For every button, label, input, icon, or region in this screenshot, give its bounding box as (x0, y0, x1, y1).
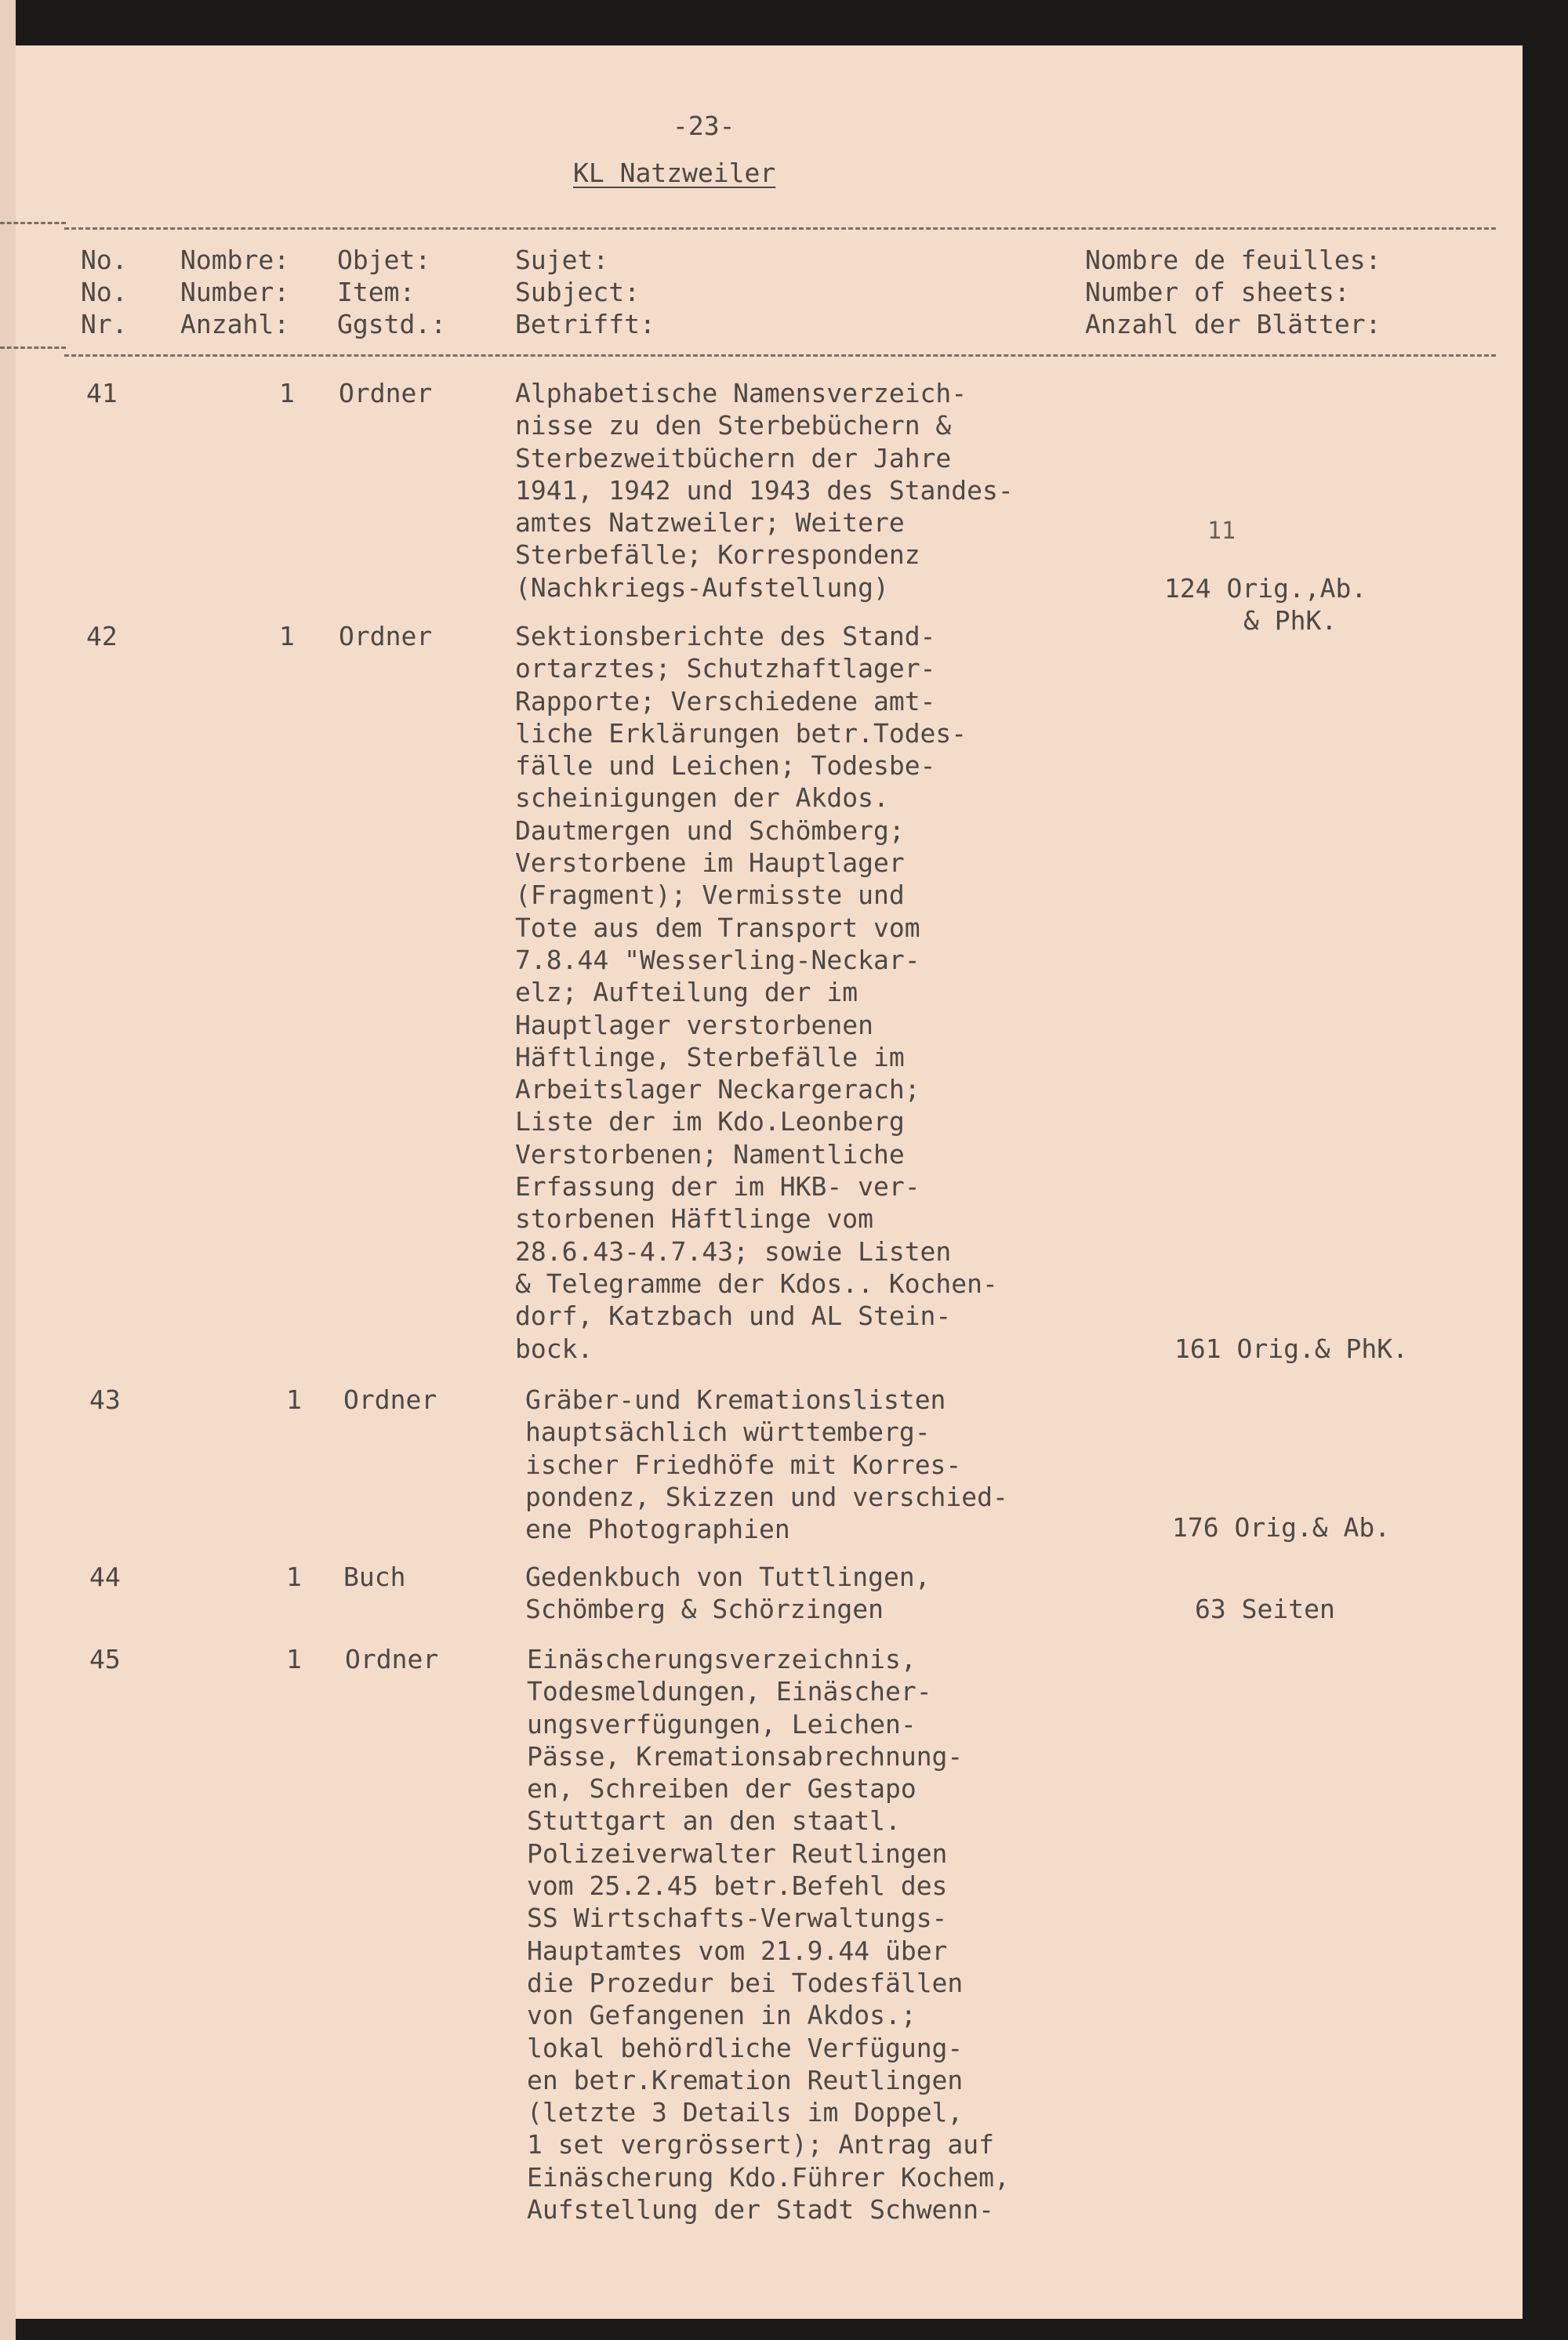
subject-line: Gedenkbuch von Tuttlingen, (525, 1562, 931, 1592)
subject-line: von Gefangenen in Akdos.; (527, 2000, 916, 2031)
subject-line: Hauptamtes vom 21.9.44 über (527, 1935, 948, 1966)
header-no-fr: No. (81, 245, 128, 275)
header-count-de: Anzahl: (180, 309, 290, 339)
subject-line: Sterbezweitbüchern der Jahre (515, 442, 952, 473)
entry-item: Ordner (343, 1384, 437, 1415)
subject-line: Pässe, Kremationsabrechnung- (527, 1740, 964, 1772)
subject-line: Todesmeldungen, Einäscher- (527, 1676, 932, 1707)
subject-line: ene Photographien (525, 1514, 790, 1545)
subject-line: dorf, Katzbach und AL Stein- (515, 1301, 952, 1332)
subject-line: & Telegramme der Kdos.. Kochen- (515, 1268, 998, 1299)
entry-count: 1 (286, 1644, 302, 1674)
header-item-fr: Objet: (337, 245, 431, 275)
entry-item: Ordner (339, 378, 433, 408)
subject-line: Alphabetische Namensverzeich- (515, 378, 967, 408)
page-title: KL Natzweiler (573, 158, 776, 188)
entry-count: 1 (286, 1562, 302, 1592)
subject-line: Polizeiverwalter Reutlingen (527, 1838, 948, 1869)
subject-line: 1941, 1942 und 1943 des Standes- (515, 474, 1014, 506)
entry-sheets: 161 Orig.& PhK. (1174, 1333, 1409, 1364)
header-subject-en: Subject: (515, 277, 640, 307)
entry-item: Ordner (345, 1644, 439, 1674)
subject-line: 7.8.44 "Wesserling-Neckar- (515, 944, 920, 975)
subject-line: bock. (515, 1333, 593, 1364)
entry-sheets: 63 Seiten (1195, 1594, 1335, 1624)
entry-number: 42 (86, 621, 118, 651)
subject-line: Tote aus dem Transport vom (515, 912, 920, 943)
subject-line: en betr.Kremation Reutlingen (527, 2064, 964, 2095)
subject-line: die Prozedur bei Todesfällen (527, 1967, 964, 1998)
entry-sheets: 176 Orig.& Ab. (1172, 1512, 1391, 1543)
entry-subject (525, 1561, 931, 1626)
entry-count: 1 (279, 621, 295, 651)
subject-line: Aufstellung der Stadt Schwenn- (527, 2194, 995, 2226)
subject-line: Stuttgart an den staatl. (527, 1805, 901, 1837)
subject-line: pondenz, Skizzen und verschied- (525, 1481, 1008, 1512)
entry-subject (525, 1384, 1008, 1545)
header-sheets-de: Anzahl der Blätter: (1085, 309, 1381, 339)
subject-line: (letzte 3 Details im Doppel, (527, 2097, 964, 2128)
subject-line: storbenen Häftlinge vom (515, 1203, 873, 1235)
left-edge-rule-lower (0, 346, 66, 349)
entry-count: 1 (279, 378, 295, 408)
entry-item: Buch (343, 1562, 406, 1592)
subject-line: Verstorbene im Hauptlager (515, 847, 905, 879)
subject-line: ischer Friedhöfe mit Korres- (525, 1449, 962, 1480)
header-count-en: Number: (180, 277, 290, 307)
subject-line: fälle und Leichen; Todesbe- (515, 750, 936, 782)
entry-sheets: 124 Orig.,Ab. (1164, 573, 1367, 604)
subject-line: nisse zu den Sterbebüchern & (515, 410, 952, 441)
subject-line: lokal behördliche Verfügung- (527, 2032, 964, 2063)
header-no-de: Nr. (81, 309, 128, 339)
subject-line: ungsverfügungen, Leichen- (527, 1708, 916, 1740)
subject-line: hauptsächlich württemberg- (525, 1417, 931, 1448)
page-number: -23- (673, 111, 735, 141)
subject-line: ortarztes; Schutzhaftlager- (515, 653, 936, 684)
subject-line: Sektionsberichte des Stand- (515, 621, 936, 651)
subject-line: scheinigungen der Akdos. (515, 782, 889, 814)
subject-line: Dautmergen und Schömberg; (515, 814, 905, 846)
header-item-de: Ggstd.: (337, 309, 447, 339)
subject-line: Einäscherung Kdo.Führer Kochem, (527, 2161, 1010, 2193)
subject-line: (Fragment); Vermisste und (515, 880, 905, 911)
header-bottom-rule (64, 354, 1496, 357)
subject-line: Sterbefälle; Korrespondenz (515, 539, 920, 571)
entry-subject (515, 377, 1014, 604)
header-subject-fr: Sujet: (515, 245, 609, 275)
entry-item: Ordner (339, 621, 433, 651)
header-count-fr: Nombre: (180, 245, 290, 275)
subject-line: liche Erklärungen betr.Todes- (515, 717, 967, 749)
subject-line: Liste der im Kdo.Leonberg (515, 1106, 905, 1137)
subject-line: vom 25.2.45 betr.Befehl des (527, 1870, 948, 1902)
entry-subject (527, 1643, 1010, 2226)
subject-line: 1 set vergrössert); Antrag auf (527, 2129, 995, 2160)
subject-line: (Nachkriegs-Aufstellung) (515, 571, 889, 603)
subject-line: SS Wirtschafts-Verwaltungs- (527, 1903, 948, 1934)
subject-line: Schömberg & Schörzingen (525, 1594, 884, 1625)
subject-line: en, Schreiben der Gestapo (527, 1773, 916, 1805)
header-subject-de: Betrifft: (515, 309, 655, 339)
entry-number: 41 (86, 378, 118, 408)
subject-line: Gräber-und Kremationslisten (525, 1384, 946, 1415)
header-no-en: No. (81, 277, 128, 307)
header-item-en: Item: (337, 277, 416, 307)
entry-count: 1 (286, 1384, 302, 1415)
subject-line: Rapporte; Verschiedene amt- (515, 685, 936, 717)
subject-line: elz; Aufteilung der im (515, 977, 858, 1008)
entry-subject (515, 620, 998, 1365)
pencil-annotation: 11 (1207, 517, 1236, 545)
subject-line: Häftlinge, Sterbefälle im (515, 1041, 905, 1072)
entry-number: 43 (89, 1384, 121, 1415)
entry-number: 44 (89, 1562, 121, 1592)
subject-line: Erfassung der im HKB- ver- (515, 1171, 920, 1203)
subject-line: Einäscherungsverzeichnis, (527, 1644, 916, 1674)
header-sheets-fr: Nombre de feuilles: (1085, 245, 1381, 275)
entry-number: 45 (89, 1644, 121, 1674)
subject-line: Verstorbenen; Namentliche (515, 1138, 905, 1170)
subject-line: 28.6.43-4.7.43; sowie Listen (515, 1235, 952, 1267)
header-sheets-en: Number of sheets: (1085, 277, 1350, 307)
left-edge-rule (0, 222, 66, 224)
header-top-rule (64, 227, 1496, 230)
entry-sheets-cont: & PhK. (1243, 605, 1338, 636)
subject-line: amtes Natzweiler; Weitere (515, 507, 905, 539)
binding-spine (0, 0, 16, 2340)
subject-line: Hauptlager verstorbenen (515, 1009, 873, 1040)
subject-line: Arbeitslager Neckargerach; (515, 1074, 920, 1105)
